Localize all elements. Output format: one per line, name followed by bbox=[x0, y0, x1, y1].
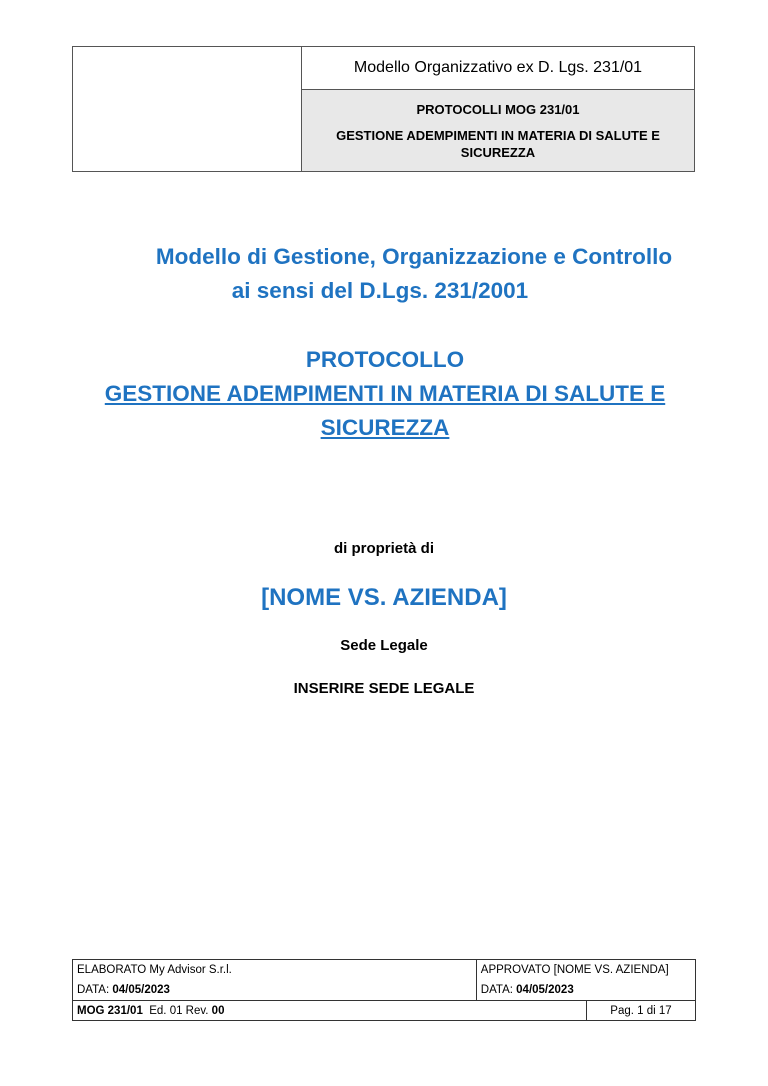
protocol-subject-line2: SICUREZZA bbox=[320, 415, 450, 440]
seat-value: INSERIRE SEDE LEGALE bbox=[293, 680, 475, 697]
header-protocol-subject: GESTIONE ADEMPIMENTI IN MATERIA DI SALUTE E SICUREZZA bbox=[336, 128, 660, 160]
document-title-line2: ai sensi del D.Lgs. 231/2001 bbox=[231, 278, 529, 303]
approved-date: DATA: 04/05/2023 bbox=[476, 980, 695, 1001]
ownership-label: di proprietà di bbox=[333, 540, 434, 557]
document-title bbox=[60, 240, 720, 308]
company-name: [NOME VS. AZIENDA] bbox=[261, 584, 507, 611]
approved-by: APPROVATO [NOME VS. AZIENDA] bbox=[476, 960, 695, 981]
prepared-date: DATA: 04/05/2023 bbox=[73, 980, 477, 1001]
document-header bbox=[72, 46, 695, 172]
document-code: MOG 231/01 Ed. 01 Rev. 00 bbox=[73, 1001, 587, 1021]
document-title-line1: Modello di Gestione, Organizzazione e Controllo bbox=[155, 244, 673, 269]
page-number: Pag. 1 di 17 bbox=[587, 1001, 696, 1021]
protocol-heading: PROTOCOLLO bbox=[305, 347, 465, 372]
protocol-title bbox=[40, 343, 730, 445]
seat-label: Sede Legale bbox=[340, 637, 428, 654]
logo-placeholder bbox=[73, 47, 302, 172]
prepared-by: ELABORATO My Advisor S.r.l. bbox=[73, 960, 477, 981]
protocol-subject-line1: GESTIONE ADEMPIMENTI IN MATERIA DI SALUTE E bbox=[104, 381, 666, 406]
header-protocol-label: PROTOCOLLI MOG 231/01 bbox=[416, 102, 580, 117]
header-protocol-cell bbox=[302, 90, 695, 172]
document-footer bbox=[72, 959, 696, 1021]
header-title: Modello Organizzativo ex D. Lgs. 231/01 bbox=[302, 47, 695, 90]
